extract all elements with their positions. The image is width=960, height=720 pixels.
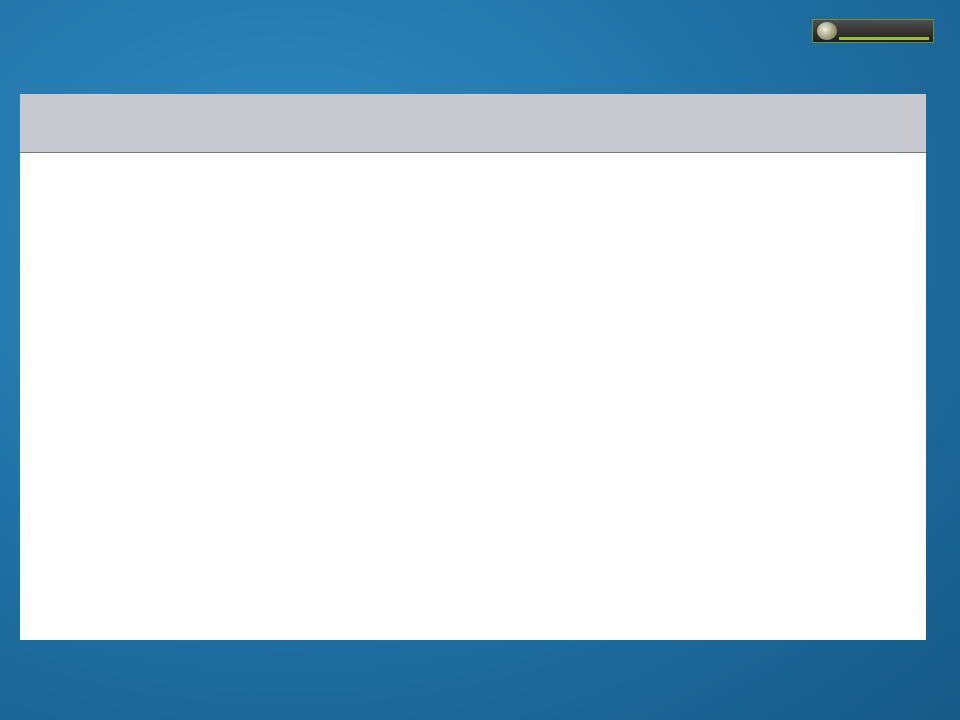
table-title-block bbox=[20, 94, 926, 131]
year-header-row bbox=[20, 131, 926, 153]
globe-icon bbox=[817, 22, 837, 40]
logo-stripe bbox=[839, 37, 929, 40]
geopress-logo[interactable] bbox=[812, 19, 934, 43]
rentas-table-image[interactable] bbox=[20, 94, 926, 640]
